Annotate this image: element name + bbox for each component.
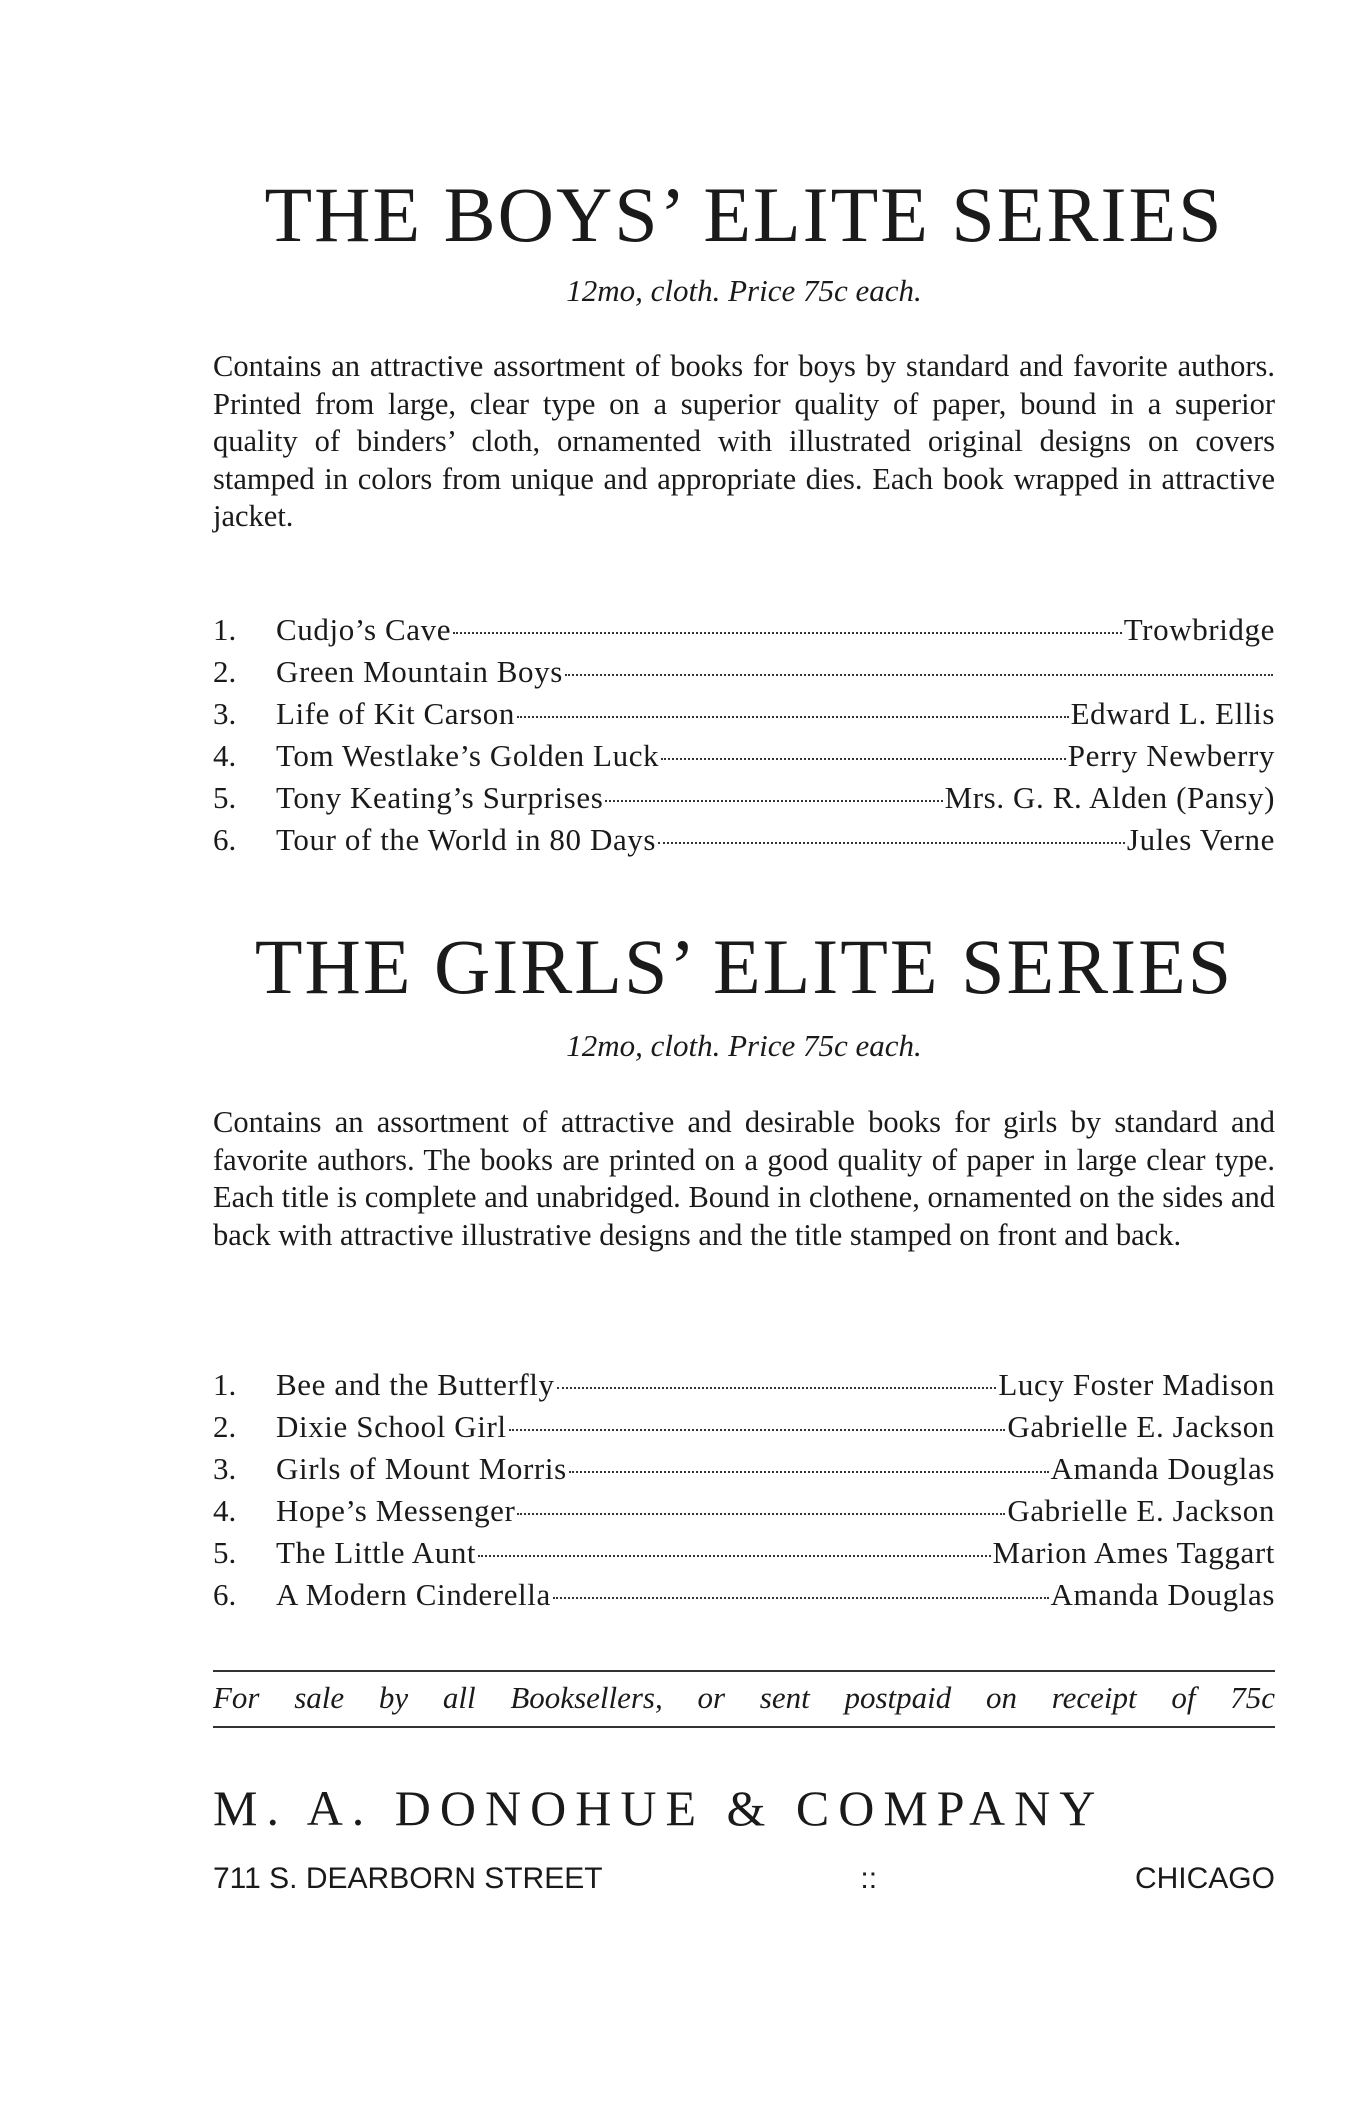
book-title: Tony Keating’s Surprises	[276, 780, 604, 815]
boys-series-subtitle: 12mo, cloth. Price 75c each.	[566, 273, 922, 308]
book-title: Tom Westlake’s Golden Luck	[276, 738, 660, 773]
book-number: 4.	[213, 738, 237, 773]
dot-leader	[553, 1597, 1049, 1599]
list-item	[213, 651, 1275, 693]
book-title: Green Mountain Boys	[276, 654, 563, 689]
list-item	[213, 777, 1275, 819]
dot-leader	[478, 1555, 990, 1557]
list-item	[213, 609, 1275, 651]
book-number: 5.	[213, 780, 237, 815]
boys-series-description: Contains an attractive assortment of books for boys by standard and favorite authors. Printed from large, clear type on a superior quality of paper, bound in a superior quality of binders’ cloth, ornamented with illustrated original designs on covers stamped in colors from unique and appropriate dies. Each book wrapped in attractive jacket.	[213, 349, 1275, 533]
book-number: 3.	[213, 1451, 237, 1486]
book-title: Bee and the Butterfly	[276, 1367, 555, 1402]
book-number: 3.	[213, 696, 237, 731]
book-author: Perry Newberry	[1067, 738, 1275, 773]
book-author: Amanda Douglas	[1050, 1577, 1275, 1612]
book-number: 1.	[213, 612, 237, 647]
book-author: Trowbridge	[1123, 612, 1275, 647]
book-author: Edward L. Ellis	[1070, 696, 1275, 731]
dot-leader	[517, 1513, 1005, 1515]
dot-leader	[509, 1429, 1006, 1431]
list-item	[213, 1490, 1275, 1532]
bottom-rule	[213, 1726, 1275, 1728]
dot-leader	[569, 1471, 1049, 1473]
list-item	[213, 1364, 1275, 1406]
book-author: Gabrielle E. Jackson	[1007, 1493, 1275, 1528]
book-title: Girls of Mount Morris	[276, 1451, 567, 1486]
dot-leader	[565, 674, 1273, 676]
list-item	[213, 1406, 1275, 1448]
sale-note: For sale by all Booksellers, or sent postpaid on receipt of 75c	[213, 1680, 1275, 1715]
book-title: Dixie School Girl	[276, 1409, 507, 1444]
publisher-address-row	[213, 1861, 1275, 1897]
top-rule	[213, 1670, 1275, 1672]
street-address: 711 S. DEARBORN STREET	[213, 1862, 603, 1895]
book-author: Amanda Douglas	[1050, 1451, 1275, 1486]
book-title: Hope’s Messenger	[276, 1493, 516, 1528]
girls-series-description: Contains an assortment of attractive and desirable books for girls by standard and favorite authors. The books are printed on a good quality of paper in large clear type. Each title is complete and unabridged. Bound in clothene, ornamented on the sides and back with attractive illustrative designs and the title stamped on front and back.	[213, 1105, 1275, 1252]
list-item	[213, 693, 1275, 735]
dot-leader	[517, 716, 1069, 718]
boys-series-title: THE BOYS’ ELITE SERIES	[264, 171, 1224, 258]
book-number: 2.	[213, 654, 237, 689]
book-author: Lucy Foster Madison	[998, 1367, 1275, 1402]
address-separator: ::	[860, 1862, 878, 1895]
list-item	[213, 1532, 1275, 1574]
book-number: 4.	[213, 1493, 237, 1528]
book-title: A Modern Cinderella	[276, 1577, 551, 1612]
girls-book-list	[213, 1364, 1275, 1616]
list-item	[213, 819, 1275, 861]
girls-series-subtitle: 12mo, cloth. Price 75c each.	[566, 1028, 922, 1063]
list-item	[213, 1448, 1275, 1490]
book-number: 6.	[213, 822, 237, 857]
book-number: 5.	[213, 1535, 237, 1570]
book-title: Cudjo’s Cave	[276, 612, 452, 647]
book-author: Jules Verne	[1126, 822, 1275, 857]
list-item	[213, 1574, 1275, 1616]
dot-leader	[557, 1387, 997, 1389]
dot-leader	[453, 632, 1122, 634]
dot-leader	[605, 800, 942, 802]
book-author: Gabrielle E. Jackson	[1007, 1409, 1275, 1444]
book-author: Marion Ames Taggart	[992, 1535, 1275, 1570]
book-title: Tour of the World in 80 Days	[276, 822, 657, 857]
book-number: 2.	[213, 1409, 237, 1444]
publisher-name: M. A. DONOHUE & COMPANY	[213, 1780, 1105, 1836]
dot-leader	[658, 842, 1125, 844]
book-title: The Little Aunt	[276, 1535, 477, 1570]
girls-series-title: THE GIRLS’ ELITE SERIES	[254, 923, 1234, 1010]
city: CHICAGO	[1134, 1862, 1275, 1895]
boys-book-list	[213, 609, 1275, 861]
book-title: Life of Kit Carson	[276, 696, 515, 731]
dot-leader	[661, 758, 1066, 760]
book-number: 6.	[213, 1577, 237, 1612]
book-author: Mrs. G. R. Alden (Pansy)	[944, 780, 1275, 815]
list-item	[213, 735, 1275, 777]
book-number: 1.	[213, 1367, 237, 1402]
